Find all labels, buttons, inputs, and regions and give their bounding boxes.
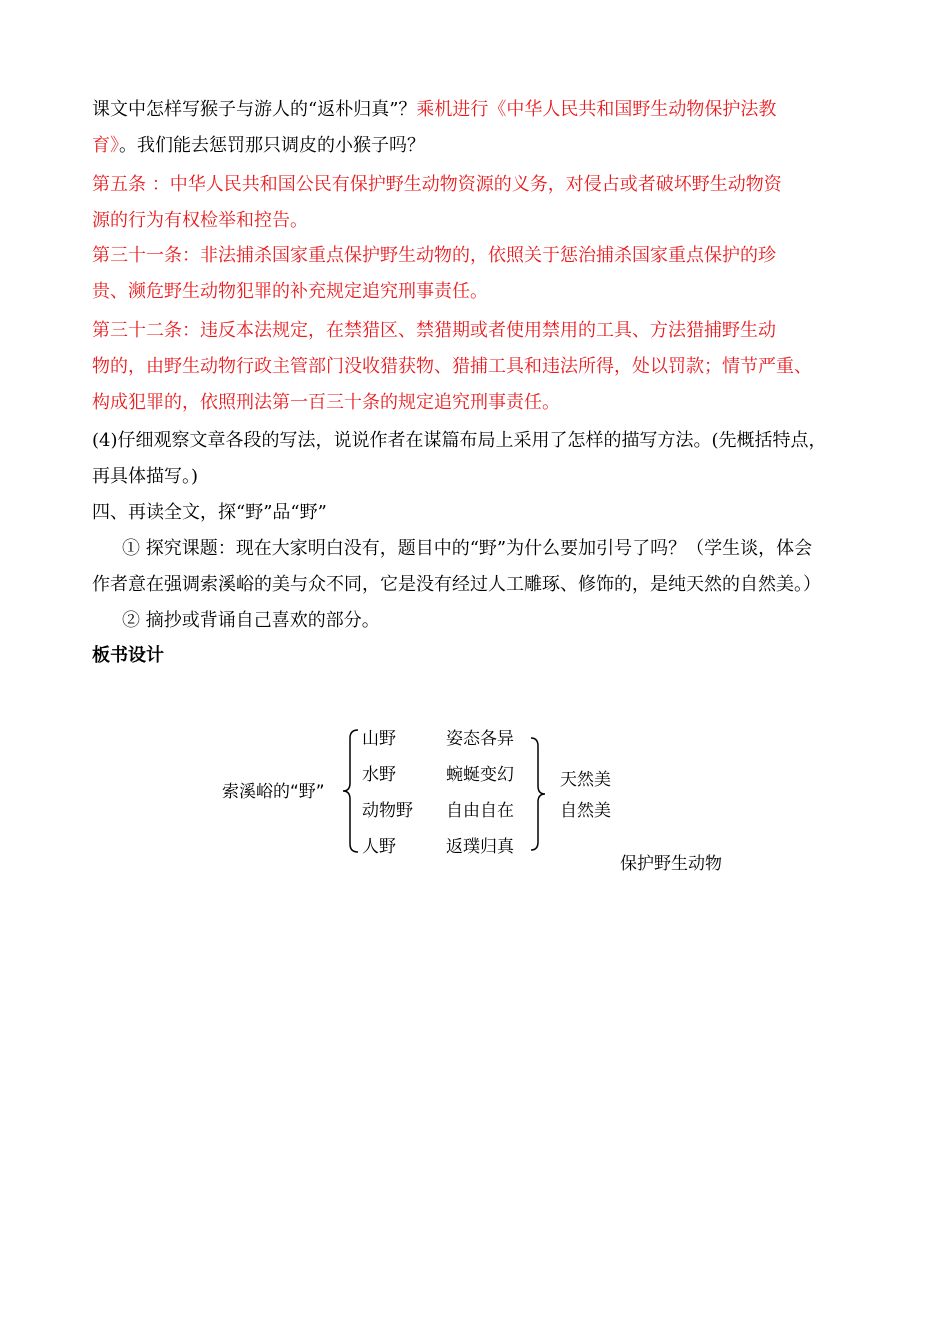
article-5 [92, 167, 872, 239]
diagram-footer: 保护野生动物 [620, 854, 722, 874]
article-32 [92, 313, 872, 421]
intro-red-text: 乘机进行《中华人民共和国野生动物保护法教 [416, 99, 777, 120]
item-1 [92, 531, 872, 603]
article-32-line-1: 第三十二条：违反本法规定，在禁猎区、禁猎期或者使用禁用的工具、方法猎捕野生动 [92, 320, 776, 341]
col2-item-1: 姿态各异 [446, 729, 514, 749]
article-32-line-2: 物的，由野生动物行政主管部门没收猎获物、猎捕工具和违法所得，处以罚款；情节严重、 [92, 356, 812, 377]
intro-question-2: 。我们能去惩罚那只调皮的小猴子吗？ [119, 135, 425, 156]
col1-item-1: 山野 [362, 729, 396, 749]
article-31-line-2: 贵、濒危野生动物犯罪的补充规定追究刑事责任。 [92, 281, 488, 302]
article-31 [92, 238, 872, 310]
diagram-root: 索溪峪的“野” [222, 782, 325, 802]
col1-item-3: 动物野 [362, 801, 413, 821]
intro-red-text-2: 育》 [92, 135, 119, 156]
article-31-line-1: 第三十一条：非法捕杀国家重点保护野生动物的，依照关于惩治捕杀国家重点保护的珍 [92, 245, 776, 266]
question-4-line-1: (4)仔细观察文章各段的写法，说说作者在谋篇布局上采用了怎样的描写方法。(先概括特点， [92, 430, 827, 451]
article-32-line-3: 构成犯罪的，依照刑法第一百三十条的规定追究刑事责任。 [92, 392, 560, 413]
left-brace-icon [340, 728, 362, 854]
col3-item-2: 自然美 [560, 801, 611, 821]
intro-question: 课文中怎样写猴子与游人的“返朴归真”？ [92, 99, 417, 120]
question-4 [92, 423, 872, 495]
item-1-line-1: ① 探究课题：现在大家明白没有，题目中的“野”为什么要加引号了吗？（学生谈，体会 [122, 538, 813, 559]
col2-item-3: 自由自在 [446, 801, 514, 821]
item-2: ② 摘抄或背诵自己喜欢的部分。 [122, 610, 380, 631]
col1-item-2: 水野 [362, 765, 396, 785]
col1-item-4: 人野 [362, 837, 396, 857]
article-5-line-2: 源的行为有权检举和控告。 [92, 210, 308, 231]
intro-paragraph [92, 92, 872, 164]
item-1-line-2: 作者意在强调索溪峪的美与众不同，它是没有经过人工雕琢、修饰的，是纯天然的自然美。） [92, 574, 821, 595]
col3-item-1: 天然美 [560, 770, 611, 790]
article-5-line-1: 第五条 ：中华人民共和国公民有保护野生动物资源的义务，对侵占或者破坏野生动物资 [92, 174, 782, 195]
section-4-heading: 四、再读全文，探“野”品“野” [92, 502, 327, 523]
col2-item-2: 蜿蜒变幻 [446, 765, 514, 785]
question-4-line-2: 再具体描写。) [92, 466, 199, 487]
col2-item-4: 返璞归真 [446, 837, 514, 857]
right-brace-icon [528, 736, 548, 852]
board-design-heading: 板书设计 [92, 645, 164, 666]
